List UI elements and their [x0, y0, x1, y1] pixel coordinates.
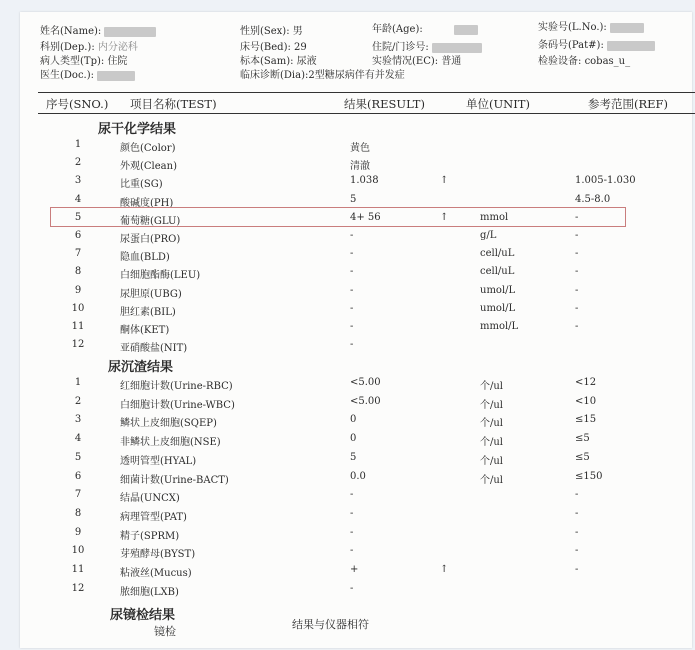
header-sample	[240, 56, 317, 68]
row-unit: cell/uL	[480, 266, 515, 278]
table-row	[20, 263, 692, 281]
row-test-name: 结晶(UNCX)	[120, 493, 180, 505]
section-title-microscopy: 尿镜检结果	[110, 608, 176, 623]
table-row	[20, 449, 692, 467]
table-row	[20, 486, 692, 504]
header-diagnosis	[240, 70, 405, 82]
row-unit: 个/ul	[480, 437, 504, 449]
row-ref: -	[575, 545, 579, 557]
table-row	[20, 136, 692, 154]
row-no: 2	[74, 157, 82, 169]
row-ref: -	[575, 230, 579, 241]
sex-label: 性别(Sex):	[240, 26, 290, 37]
row-no: 4	[74, 433, 82, 445]
row-unit: 个/ul	[480, 474, 504, 486]
header-device	[538, 56, 630, 68]
doctor-label: 医生(Doc.):	[40, 70, 94, 81]
diagnosis-value: 2型糖尿病伴有并发症	[308, 70, 405, 81]
row-no: 5	[74, 211, 82, 223]
col-ref: 参考范围(REF)	[588, 97, 669, 111]
row-test-name: 葡萄糖(GLU)	[120, 215, 181, 227]
col-name: 项目名称(TEST)	[130, 97, 217, 111]
row-ref: ≤15	[575, 414, 597, 426]
row-test-name: 细菌计数(Urine-BACT)	[120, 474, 229, 486]
row-test-name: 颜色(Color)	[120, 143, 176, 154]
row-result: -	[350, 302, 354, 314]
table-row	[20, 191, 692, 209]
redacted-labno	[610, 23, 644, 33]
row-result: -	[350, 507, 354, 519]
row-ref: -	[575, 248, 579, 260]
row-no: 6	[74, 230, 82, 241]
name-label: 姓名(Name):	[40, 26, 102, 37]
row-result: 黄色	[350, 143, 370, 154]
section-title-sediment: 尿沉渣结果	[108, 360, 174, 375]
row-result: 0	[350, 414, 357, 426]
header-age	[372, 24, 478, 36]
row-test-name: 酸碱度(PH)	[120, 197, 174, 209]
row-no: 7	[74, 248, 82, 260]
row-result: -	[350, 545, 354, 557]
row-unit: umol/L	[480, 284, 516, 296]
row-result: -	[350, 248, 354, 260]
table-row	[20, 580, 692, 598]
row-no: 9	[74, 284, 82, 296]
redacted-name	[104, 27, 156, 37]
header-rule	[38, 113, 695, 114]
row-ref: <10	[575, 395, 597, 407]
top-rule	[38, 92, 695, 93]
row-no: 6	[74, 470, 82, 482]
row-ref: -	[575, 321, 579, 332]
device-label: 检验设备:	[538, 56, 582, 67]
row-test-name: 外观(Clean)	[120, 161, 177, 173]
redacted-age	[454, 25, 478, 35]
row-no: 10	[71, 545, 85, 557]
row-result: <5.00	[350, 377, 381, 388]
row-no: 8	[74, 507, 82, 519]
header-doctor	[40, 70, 135, 82]
row-result: 4+ 56	[350, 211, 381, 223]
header-ptype	[40, 56, 127, 68]
row-result: -	[350, 526, 354, 538]
row-no: 7	[74, 489, 82, 501]
row-unit: umol/L	[480, 302, 516, 314]
row-no: 12	[71, 339, 85, 351]
col-unit: 单位(UNIT)	[466, 97, 530, 111]
exp-value: 普通	[441, 56, 462, 67]
row-result: -	[350, 321, 354, 332]
row-result: 0.0	[350, 470, 366, 482]
sex-value: 男	[292, 26, 303, 37]
row-result: 1.038	[350, 175, 379, 187]
row-unit: 个/ul	[480, 455, 504, 467]
row-ref: -	[575, 211, 579, 223]
row-result: -	[350, 230, 354, 241]
table-row	[20, 336, 692, 354]
table-row	[20, 227, 692, 245]
row-ref: -	[575, 489, 579, 501]
row-unit: mmol	[480, 211, 509, 223]
row-unit: 个/ul	[480, 418, 504, 430]
row-test-name: 红细胞计数(Urine-RBC)	[120, 381, 233, 392]
barcode-label: 条码号(Pat#):	[538, 40, 604, 51]
dept-value: 内分泌科	[97, 42, 138, 53]
header-exp	[372, 56, 461, 68]
row-test-name: 胆红素(BIL)	[120, 306, 176, 318]
row-abnormal-arrow: ↑	[440, 175, 449, 187]
row-test-name: 透明管型(HYAL)	[120, 455, 197, 467]
row-no: 1	[74, 139, 82, 150]
dept-label: 科别(Dep.):	[40, 42, 95, 53]
row-unit: g/L	[480, 230, 497, 241]
header-bed	[240, 42, 307, 54]
header-sex	[240, 26, 303, 38]
redacted-barcode	[607, 41, 655, 51]
table-row	[20, 505, 692, 523]
row-ref: -	[575, 302, 579, 314]
row-result: 5	[350, 451, 357, 463]
row-ref: 1.005-1.030	[575, 175, 636, 187]
table-row	[20, 393, 692, 411]
row-ref: ≤150	[575, 470, 603, 482]
row-ref: ≤5	[575, 433, 590, 445]
table-row	[20, 561, 692, 579]
header-inpatient	[372, 42, 482, 54]
row-ref: -	[575, 284, 579, 296]
table-row	[20, 468, 692, 486]
row-ref: -	[575, 526, 579, 538]
row-ref: <12	[575, 377, 597, 388]
redacted-doctor	[97, 71, 135, 81]
row-no: 9	[74, 526, 82, 538]
col-result: 结果(RESULT)	[344, 97, 425, 111]
table-row	[20, 245, 692, 263]
row-result: -	[350, 284, 354, 296]
row-no: 2	[74, 395, 82, 407]
row-no: 1	[74, 377, 82, 388]
row-test-name: 非鳞状上皮细胞(NSE)	[120, 437, 221, 449]
table-row	[20, 524, 692, 542]
row-no: 4	[74, 193, 82, 205]
row-test-name: 隐血(BLD)	[120, 252, 170, 264]
table-row	[20, 411, 692, 429]
row-no: 3	[74, 414, 82, 426]
table-row	[20, 154, 692, 172]
row-test-name: 白细胞计数(Urine-WBC)	[120, 399, 235, 411]
table-row	[20, 542, 692, 560]
row-unit: 个/ul	[480, 399, 504, 411]
row-test-name: 尿蛋白(PRO)	[120, 234, 181, 245]
row-test-name: 病理管型(PAT)	[120, 511, 187, 523]
exp-label: 实验情况(EC):	[372, 56, 439, 67]
header-labno	[538, 22, 644, 34]
row-abnormal-arrow: ↑	[440, 211, 449, 223]
row-test-name: 精子(SPRM)	[120, 530, 180, 542]
row-ref: -	[575, 507, 579, 519]
microscopy-result: 结果与仪器相符	[292, 618, 369, 631]
row-unit: cell/uL	[480, 248, 515, 260]
row-result: +	[350, 564, 359, 575]
header-dept	[40, 42, 138, 54]
ptype-value: 住院	[107, 56, 128, 67]
diagnosis-label: 临床诊断(Dia):	[240, 70, 309, 81]
sample-label: 标本(Sam):	[240, 56, 294, 67]
device-value: cobas_u_	[584, 56, 631, 67]
table-row	[20, 172, 692, 190]
row-result: -	[350, 339, 354, 351]
row-unit: 个/ul	[480, 381, 504, 392]
row-no: 3	[74, 175, 82, 187]
row-test-name: 白细胞酯酶(LEU)	[120, 270, 201, 282]
row-abnormal-arrow: ↑	[440, 564, 449, 575]
table-row	[20, 300, 692, 318]
row-no: 8	[74, 266, 82, 278]
row-result: <5.00	[350, 395, 381, 407]
row-ref: 4.5-8.0	[575, 193, 611, 205]
row-ref: ≤5	[575, 451, 590, 463]
labno-label: 实验号(L.No.):	[538, 22, 607, 33]
row-result: 5	[350, 193, 357, 205]
glu-highlight-box	[50, 207, 626, 227]
row-test-name: 尿胆原(UBG)	[120, 288, 182, 300]
row-no: 5	[74, 451, 82, 463]
table-row	[20, 282, 692, 300]
row-ref: -	[575, 564, 579, 575]
row-result: 0	[350, 433, 357, 445]
row-result: 清澈	[350, 161, 370, 173]
col-no: 序号(SNO.)	[46, 97, 109, 111]
lab-report-sheet	[20, 12, 692, 648]
row-unit: mmol/L	[480, 321, 519, 332]
inpatient-label: 住院/门诊号:	[372, 42, 429, 53]
row-ref: -	[575, 266, 579, 278]
row-result: -	[350, 582, 354, 594]
row-result: -	[350, 489, 354, 501]
row-no: 11	[71, 321, 85, 332]
age-label: 年龄(Age):	[372, 24, 423, 35]
header-barcode	[538, 40, 655, 52]
row-test-name: 芽殖酵母(BYST)	[120, 549, 196, 561]
row-test-name: 粘液丝(Mucus)	[120, 568, 192, 579]
redacted-inpatient	[432, 43, 482, 53]
row-test-name: 鳞状上皮细胞(SQEP)	[120, 418, 217, 430]
microscopy-item: 镜检	[154, 625, 176, 638]
table-row	[20, 374, 692, 392]
row-test-name: 酮体(KET)	[120, 325, 170, 336]
table-row	[20, 318, 692, 336]
row-test-name: 脓细胞(LXB)	[120, 586, 179, 598]
row-test-name: 亚硝酸盐(NIT)	[120, 343, 188, 355]
header-name	[40, 26, 156, 38]
row-no: 10	[71, 302, 85, 314]
section-title-dry-chem: 尿干化学结果	[98, 122, 177, 137]
row-result: -	[350, 266, 354, 278]
bed-value: 29	[294, 42, 307, 53]
sample-value: 尿液	[296, 56, 317, 67]
bed-label: 床号(Bed):	[240, 42, 291, 53]
table-row	[20, 430, 692, 448]
row-no: 11	[71, 564, 85, 575]
row-no: 12	[71, 582, 85, 594]
ptype-label: 病人类型(Tp):	[40, 56, 105, 67]
row-test-name: 比重(SG)	[120, 179, 163, 191]
